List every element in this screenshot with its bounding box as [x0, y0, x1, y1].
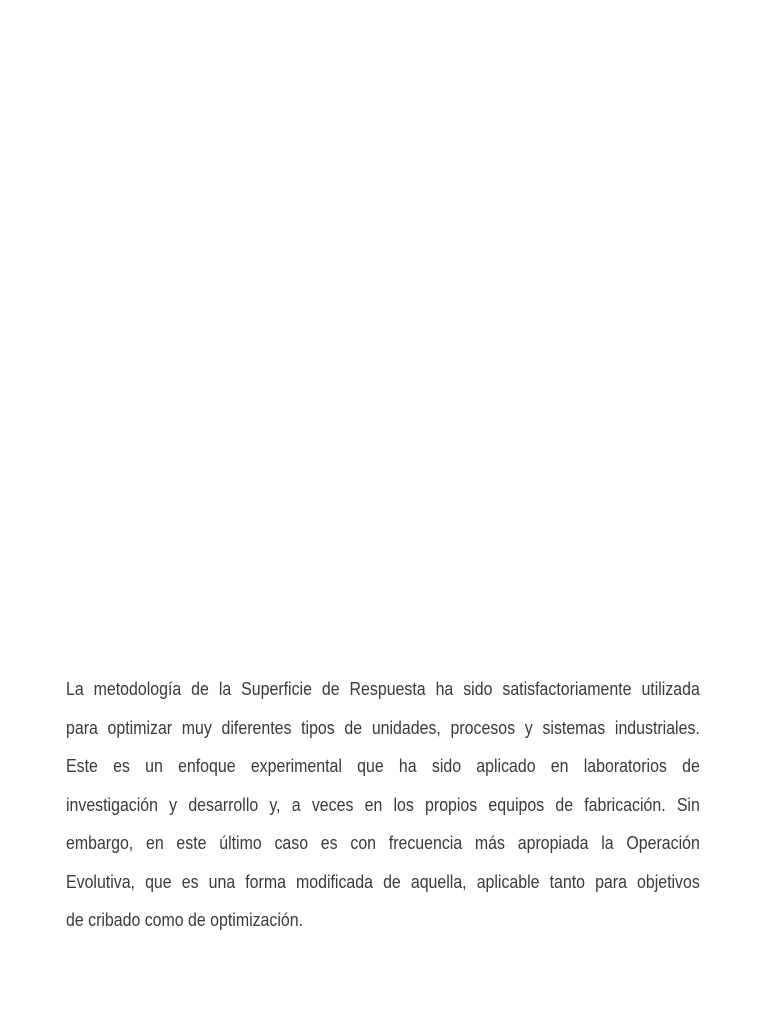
paragraph-line-4: investigación y desarrollo y, a veces en los propios equipos de fabricación. Sin [66, 793, 700, 815]
paragraph-line-6: Evolutiva, que es una forma modificada de aquella, aplicable tanto para objetivos [66, 870, 700, 892]
paragraph-line-5: embargo, en este último caso es con frecuencia más apropiada la Operación [66, 832, 700, 853]
body-paragraph [66, 670, 700, 940]
paragraph-line-1: La metodología de la Superficie de Respuesta ha sido satisfactoriamente utilizada [66, 678, 700, 699]
paragraph-line-2: para optimizar muy diferentes tipos de unidades, procesos y sistemas industriales. [66, 716, 700, 738]
paragraph-line-3: Este es un enfoque experimental que ha sido aplicado en laboratorios de [66, 755, 700, 776]
paragraph-line-7: de cribado como de optimización. [66, 909, 304, 930]
